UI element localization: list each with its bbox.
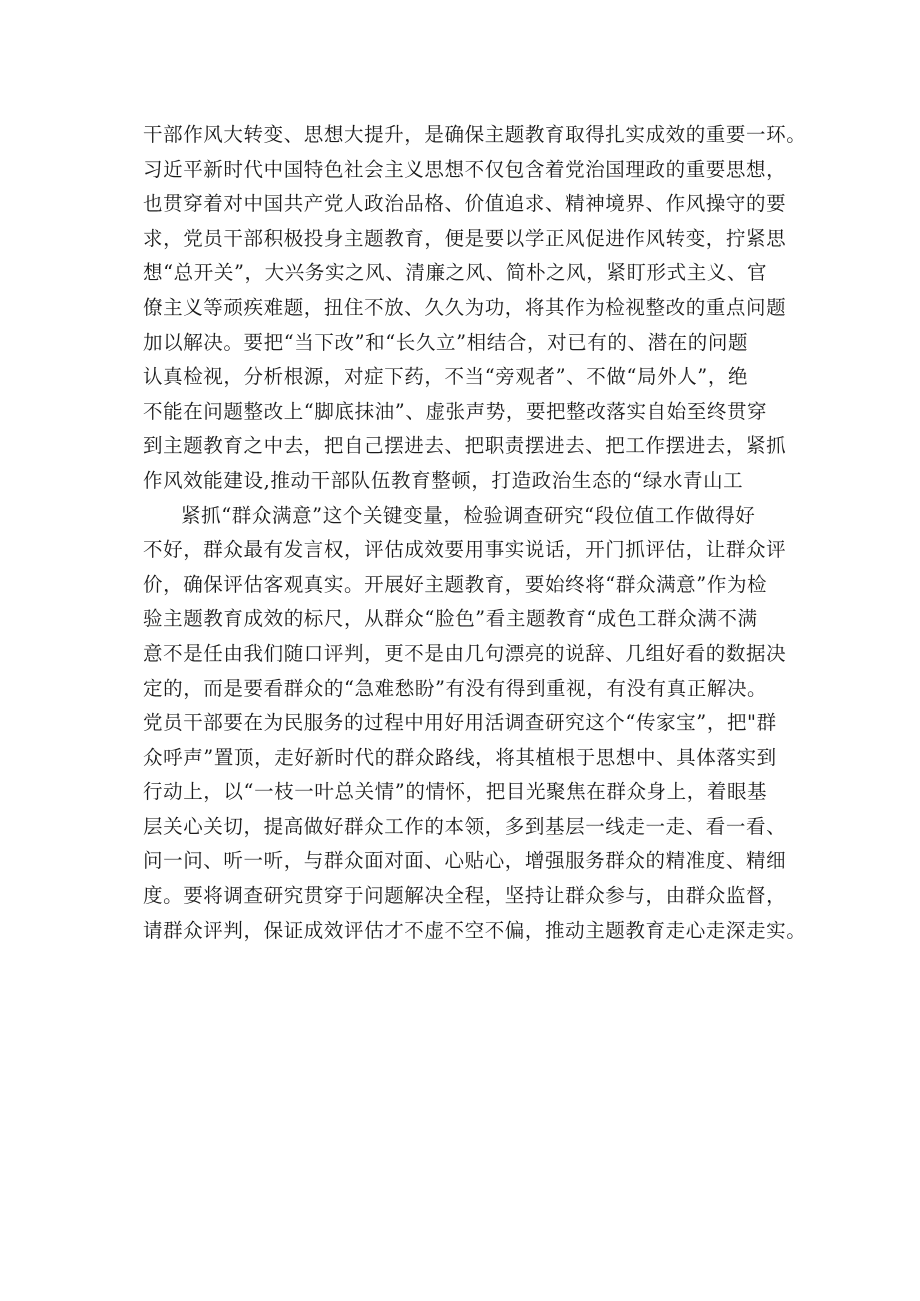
text-line: 认真检视，分析根源，对症下药，不当“旁观者”、不做“局外人”，绝 (143, 365, 749, 389)
text-line: 作风效能建设,推动干部队伍教育整顿，打造政治生态的“绿水青山工 (143, 468, 744, 492)
text-line: 问一问、听一听，与群众面对面、心贴心，增强服务群众的精准度、精细 (143, 849, 787, 873)
text-line: 也贯穿着对中国共产党人政治品格、价值追求、精神境界、作风操守的要 (143, 192, 787, 216)
text-line: 干部作风大转变、思想大提升，是确保主题教育取得扎实成效的重要一环。 (143, 123, 807, 146)
text-line: 定的，而是要看群众的“急难愁盼”有没有得到重视，有没有真正解决。 (143, 676, 768, 700)
text-line: 加以解决。要把“当下改”和“长久立”相结合，对已有的、潜在的问题 (143, 330, 749, 354)
text-line: 习近平新时代中国特色社会主义思想不仅包含着党治国理政的重要思想， (143, 157, 787, 181)
text-line: 价，确保评估客观真实。开展好主题教育，要始终将“群众满意”作为检 (143, 572, 768, 596)
paragraph-2 (143, 499, 807, 949)
text-line: 行动上，以“一枝一叶总关情”的情怀，把目光聚焦在群众身上，着眼基 (143, 780, 768, 804)
text-line: 求，党员干部积极投身主题教育，便是要以学正风促进作风转变，拧紧思 (143, 226, 787, 250)
text-line: 想“总开关”，大兴务实之风、清廉之风、简朴之风，紧盯形式主义、官 (143, 261, 768, 285)
text-line: 度。要将调查研究贯穿于问题解决全程，坚持让群众参与，由群众监督， (143, 884, 787, 908)
text-line: 不好，群众最有发言权，评估成效要用事实说话，开门抓评估，让群众评 (143, 538, 787, 562)
text-line: 请群众评判，保证成效评估才不虚不空不偏，推动主题教育走心走深走实。 (143, 918, 807, 942)
text-line-first-indented: 紧抓“群众满意”这个关键变量，检验调查研究“段位值工作做得好 (181, 503, 756, 527)
text-line: 层关心关切，提高做好群众工作的本领，多到基层一线走一走、看一看、 (143, 814, 787, 838)
text-line: 不能在问题整改上“脚底抹油”、虚张声势，要把整改落实自始至终贯穿 (143, 399, 768, 423)
paragraph-1 (143, 118, 807, 499)
text-line: 验主题教育成效的标尺，从群众“脸色”看主题教育“成色工群众满不满 (143, 607, 758, 631)
text-line: 僚主义等顽疾难题，扭住不放、久久为功，将其作为检视整改的重点问题 (143, 295, 787, 319)
text-line: 众呼声”置顶，走好新时代的群众路线，将其植根于思想中、具体落实到 (143, 745, 777, 769)
text-line: 到主题教育之中去，把自己摆进去、把职责摆进去、把工作摆进去，紧抓 (143, 434, 787, 458)
document-body (143, 118, 807, 948)
text-line: 意不是任由我们随口评判，更不是由几句漂亮的说辞、几组好看的数据决 (143, 641, 787, 665)
text-line: 党员干部要在为民服务的过程中用好用活调查研究这个“传家宝”，把"群 (143, 711, 777, 735)
